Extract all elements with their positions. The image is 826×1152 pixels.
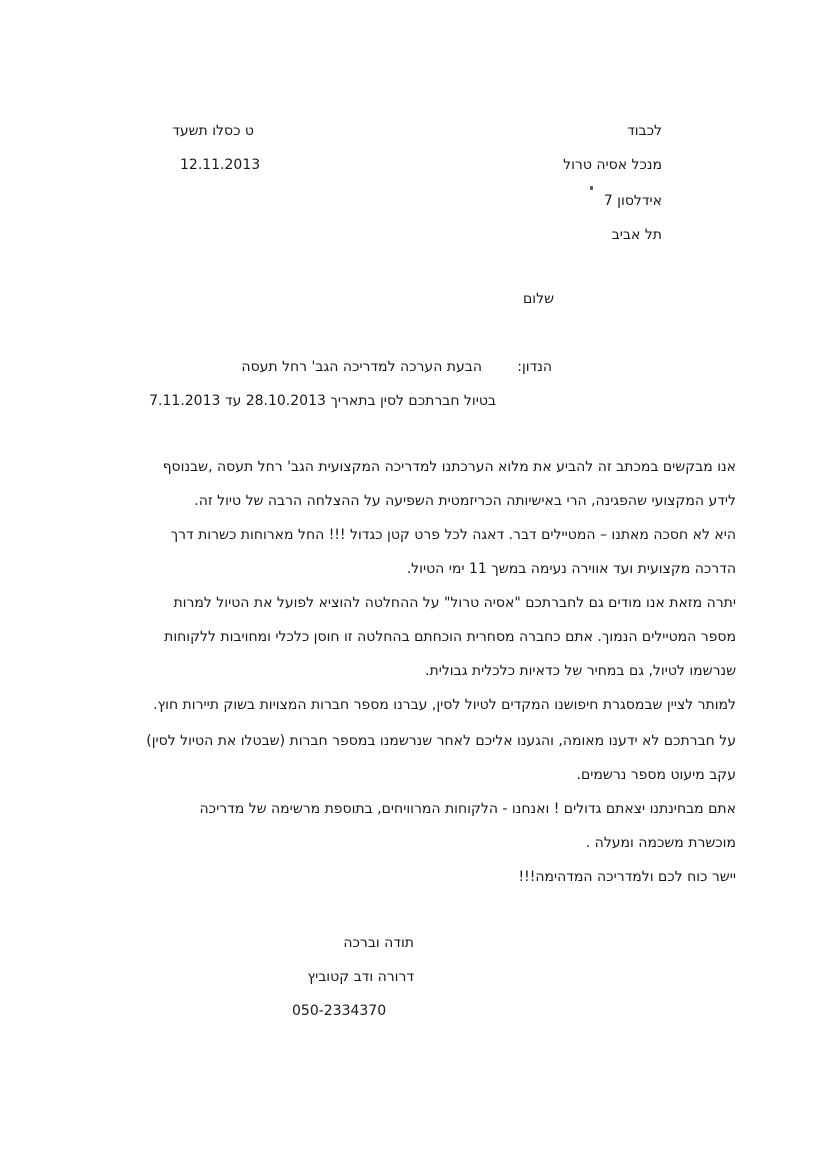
- body-line-9: על חברתכם לא ידענו מאומה, והגענו אליכם לאחר שנרשמנו במספר חברות (שבטלו את הטיול לסין): [146, 733, 736, 749]
- body-line-8: למותר לציין שבמסגרת חיפושנו המקדים לטיול לסין, עברנו מספר חברות המצויות בשוק תיירות חוץ.: [153, 697, 736, 713]
- recipient-city: תל אביב: [611, 227, 662, 243]
- recipient-to: לכבוד: [627, 123, 662, 139]
- closing-phone: 050-2334370: [292, 1003, 387, 1019]
- body-line-11: אתם מבחינתנו יצאתם גדולים ! ואנחנו - הלקוחות המרוויחים, בתוספת מרשימה של מדריכה: [199, 801, 736, 817]
- body-line-13: יישר כוח לכם ולמדריכה המדהימה!!!: [518, 869, 736, 885]
- subject-trip-line: בטיול חברתכם לסין בתאריך 28.10.2013 עד 7.11.2013: [149, 393, 496, 409]
- closing-thanks: תודה וברכה: [343, 935, 414, 951]
- body-line-5: יתרה מזאת אנו מודים גם לחברתכם "אסיה טרול" על ההחלטה להוציא לפועל את הטיול למרות: [173, 595, 736, 611]
- body-line-10: עקב מיעוט מספר נרשמים.: [576, 767, 736, 783]
- scan-speck: [590, 186, 593, 190]
- greeting: שלום: [523, 291, 554, 307]
- closing-signature: דרורה ודב קטוביץ: [307, 969, 414, 985]
- body-line-7: שנרשמו לטיול, גם במחיר של כדאיות כלכלית גבולית.: [425, 663, 736, 679]
- body-line-4: הדרכה מקצועית ועד אווירה נעימה במשך 11 ימי הטיול.: [406, 561, 736, 577]
- subject-label: הנדון:: [517, 359, 552, 375]
- body-line-12: מוכשרת משכמה ומעלה .: [585, 835, 736, 851]
- body-line-2: לידע המקצועי שהפגינה, הרי באישיותה הכריזמטית השפיעה על ההצלחה הרבה של טיול זה.: [194, 493, 736, 509]
- body-line-3: היא לא חסכה מאתנו – המטיילים דבר. דאגה לכל פרט קטן כגדול !!! החל מארוחות כשרות דרך: [170, 527, 736, 543]
- recipient-street: אידלסון 7: [603, 193, 662, 209]
- date-hebrew: ט כסלו תשעד: [172, 123, 254, 139]
- subject-text: הבעת הערכה למדריכה הגב' רחל תעסה: [241, 359, 482, 375]
- body-line-6: מספר המטיילים הנמוך. אתם כחברה מסחרית הוכחתם בהחלטה זו חוסן כלכלי ומחויבות ללקוחות: [164, 629, 736, 645]
- recipient-name: מנכל אסיה טרול: [563, 157, 662, 173]
- body-line-1: אנו מבקשים במכתב זה להביע את מלוא הערכתנו למדריכה המקצועית הגב' רחל תעסה ,שבנוסף: [162, 459, 736, 475]
- date-gregorian: 12.11.2013: [180, 157, 261, 173]
